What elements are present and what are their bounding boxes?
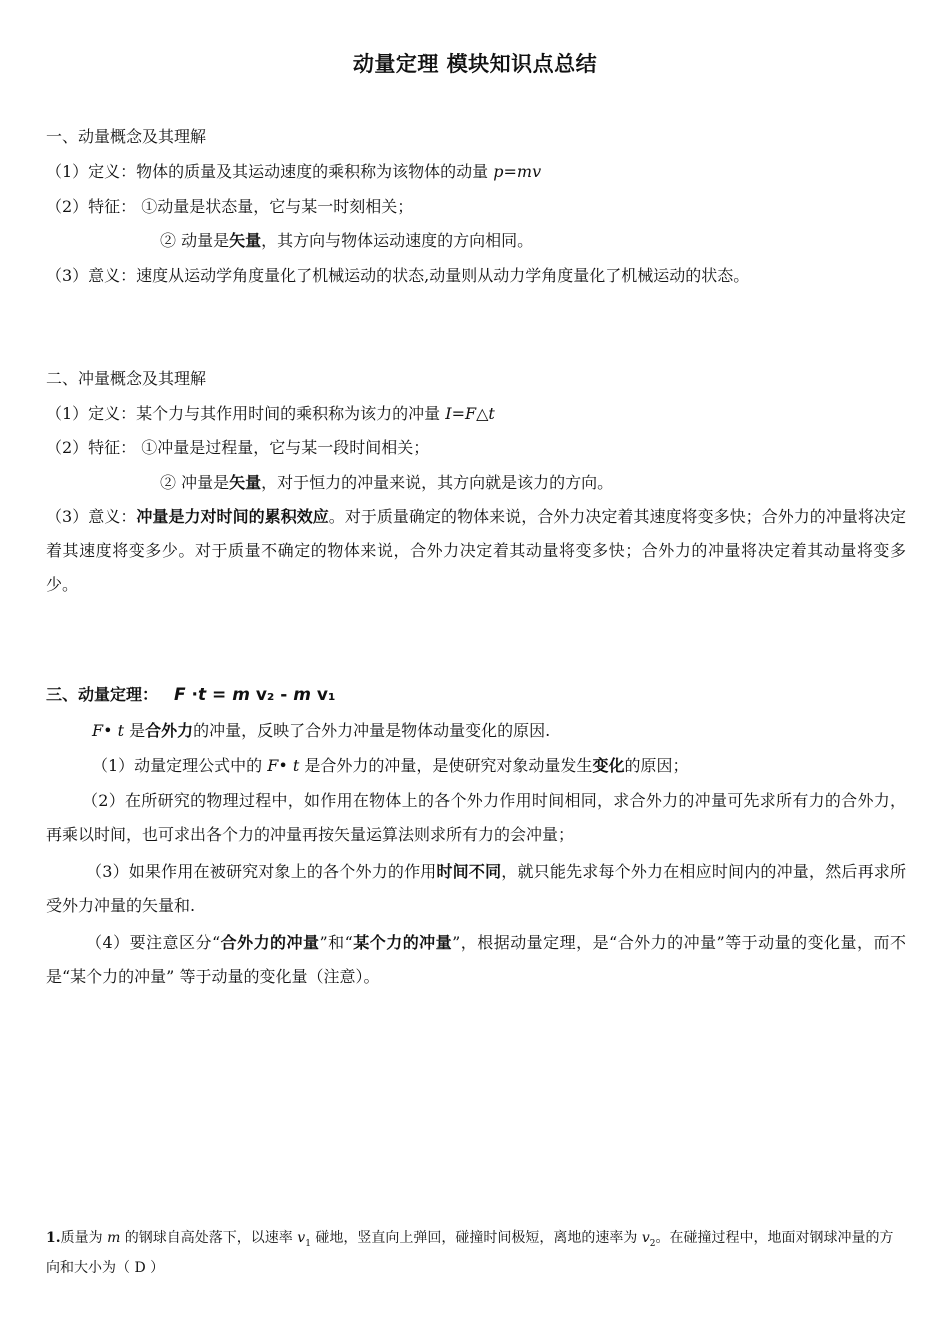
meaning-text: 。对于质量确定的物体来说，合外力决定着其速度将变多快；合外力的冲量将决定着其速度将变多少。对于质量不确定的物体来说，合外力决定着其动量将变多快；合外力的冲量将决定着其动量将变多少。 [46, 507, 906, 594]
feature-label: （2）特征： [46, 197, 142, 216]
emphasis-text: 冲量是力对时间的累积效应 [136, 507, 329, 526]
section-3-point-1 [92, 755, 688, 777]
velocity-subscript: 2 [649, 1238, 656, 1249]
question-text: 。在碰撞过程中，地面对钢球冲量的方向和大小为（ D ） [46, 1230, 894, 1276]
feature-text: ①动量是状态量，它与某一时刻相关； [141, 197, 414, 216]
point-text: ，就只能先求每个外力在相应时间内的冲量，然后再求所受外力冲量的矢量和. [46, 862, 906, 915]
point-text: 的原因； [624, 756, 689, 775]
section-3-point-2: （2）在所研究的物理过程中，如作用在物体上的各个外力作用时间相同，求合外力的冲量可先求所有力的合外力，再乘以时间，也可求出各个力的冲量再按矢量运算法则求所有力的会冲量； [46, 791, 906, 844]
section-1-feature-2 [160, 230, 533, 252]
heading-text: 三、动量定理： [46, 685, 159, 704]
page-title: 动量定理 模块知识点总结 [352, 52, 598, 76]
point-text: （3）如果作用在被研究对象上的各个外力的作用 [86, 862, 437, 881]
ft-symbol: F• t [267, 756, 300, 775]
emphasis-text: 某个力的冲量 [352, 933, 453, 952]
section-1-feature-1 [46, 196, 413, 218]
intro-text: 的冲量，反映了合外力冲量是物体动量变化的原因. [193, 721, 551, 740]
velocity-symbol: v [297, 1230, 306, 1246]
velocity-symbol: v [641, 1230, 650, 1246]
section-2-definition [46, 403, 495, 425]
question-1 [46, 1226, 906, 1280]
feature-text: ，其方向与物体运动速度的方向相同。 [261, 231, 534, 250]
section-1-definition [46, 161, 541, 183]
feature-text: ①冲量是过程量，它与某一段时间相关； [141, 438, 430, 457]
feature-text: ，对于恒力的冲量来说，其方向就是该力的方向。 [261, 473, 614, 492]
section-2-meaning [46, 500, 906, 602]
point-text: （1）动量定理公式中的 [92, 756, 268, 775]
section-3-intro [92, 720, 550, 742]
emphasis-text: 矢量 [229, 473, 262, 492]
section-3-point-3 [46, 855, 906, 923]
momentum-formula: p=mv [493, 162, 542, 181]
point-text: 是合外力的冲量，是使研究对象动量发生 [299, 756, 593, 775]
emphasis-text: 合外力的冲量 [220, 933, 320, 952]
point-text: ”，根据动量定理，是“合外力的冲量”等于动量的变化量，而不是“某个力的冲量” 等于动量的变化量（注意）。 [46, 933, 906, 986]
section-2-heading: 二、冲量概念及其理解 [46, 369, 207, 388]
mass-symbol: m [107, 1230, 121, 1246]
definition-text: （1）定义：物体的质量及其运动速度的乘积称为该物体的动量 [46, 162, 494, 181]
question-number: 1. [46, 1230, 61, 1246]
feature-label: （2）特征： [46, 438, 142, 457]
velocity-subscript: 1 [305, 1238, 311, 1249]
ft-symbol: F• t [92, 721, 125, 740]
emphasis-text: 矢量 [229, 231, 262, 250]
momentum-theorem-formula: F ·t = m v₂ - m v₁ [173, 685, 336, 705]
section-1-heading: 一、动量概念及其理解 [46, 127, 207, 146]
section-3-heading [46, 684, 335, 706]
definition-text: （1）定义：某个力与其作用时间的乘积称为该力的冲量 [46, 404, 446, 423]
section-1-meaning: （3）意义：速度从运动学角度量化了机械运动的状态,动量则从动力学角度量化了机械运动的状态。 [46, 266, 750, 285]
emphasis-text: 变化 [592, 756, 625, 775]
question-text: 质量为 [60, 1230, 108, 1246]
feature-text: ② 动量是 [160, 231, 230, 250]
emphasis-text: 合外力 [145, 721, 194, 740]
intro-text: 是 [124, 721, 146, 740]
point-text: ”和“ [319, 933, 353, 952]
point-text: （4）要注意区分“ [86, 933, 221, 952]
section-2-feature-2 [160, 472, 613, 494]
section-3-point-4 [46, 926, 906, 994]
feature-text: ② 冲量是 [160, 473, 230, 492]
meaning-label: （3）意义： [46, 507, 137, 526]
question-text: 碰地，竖直向上弹回，碰撞时间极短，离地的速率为 [310, 1230, 642, 1246]
impulse-formula: I=F△t [445, 404, 495, 423]
emphasis-text: 时间不同 [436, 862, 502, 881]
section-2-feature-1 [46, 437, 429, 459]
question-text: 的钢球自高处落下，以速率 [120, 1230, 298, 1246]
